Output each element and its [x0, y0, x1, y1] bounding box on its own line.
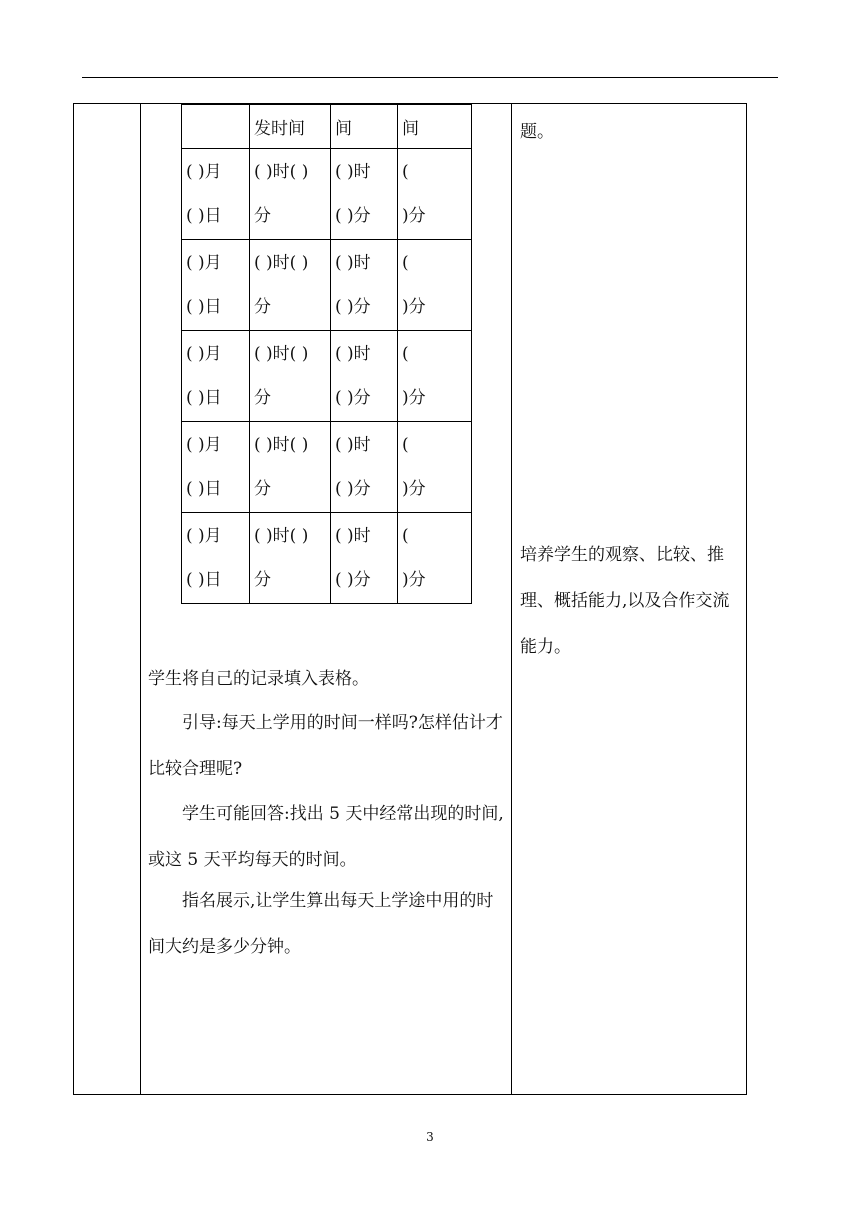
table-cell	[250, 240, 331, 331]
cell-line: ( )月	[186, 526, 222, 546]
table-header-row	[182, 105, 472, 149]
cell-line: ( )时	[335, 162, 371, 182]
cell-line: ( )月	[186, 253, 222, 273]
table-cell	[182, 422, 250, 513]
table-cell	[331, 240, 398, 331]
paragraph-guide: 引导:每天上学用的时间一样吗?怎样估计才比较合理呢?	[148, 713, 503, 779]
table-header-cell: 间	[398, 105, 472, 149]
table-row	[182, 331, 472, 422]
table-header-cell	[182, 105, 250, 149]
cell-line: ( )日	[186, 388, 222, 408]
cell-line: ( )时( )	[254, 162, 309, 182]
table-cell	[398, 422, 472, 513]
table-cell	[398, 149, 472, 240]
cell-line: ( )分	[335, 479, 371, 499]
cell-line: ( )时( )	[254, 435, 309, 455]
cell-line: ( )日	[186, 479, 222, 499]
table-cell	[398, 331, 472, 422]
cell-line: ( )时	[335, 526, 371, 546]
paragraph-student-answer: 学生可能回答:找出 5 天中经常出现的时间,或这 5 天平均每天的时间。	[148, 804, 504, 870]
design-purpose-text: 培养学生的观察、比较、推理、概括能力,以及合作交流能力。	[520, 545, 730, 657]
table-row	[182, 422, 472, 513]
table-row	[182, 513, 472, 604]
table-cell	[182, 331, 250, 422]
paragraph-fill-table: 学生将自己的记录填入表格。	[148, 669, 369, 689]
table-cell	[182, 513, 250, 604]
cell-line: (	[402, 526, 409, 546]
cell-line: ( )月	[186, 344, 222, 364]
table-cell	[331, 331, 398, 422]
cell-line: ( )时	[335, 435, 371, 455]
cell-line: )分	[402, 388, 426, 408]
table-row	[182, 149, 472, 240]
cell-line: ( )分	[335, 297, 371, 317]
cell-line: ( )时	[335, 253, 371, 273]
cell-line: 分	[254, 479, 271, 499]
right-column-top-text: 题。	[520, 122, 554, 142]
table-row	[182, 240, 472, 331]
table-cell	[331, 422, 398, 513]
cell-line: )分	[402, 479, 426, 499]
column-divider-1	[140, 103, 141, 1095]
table-cell	[250, 149, 331, 240]
cell-line: )分	[402, 570, 426, 590]
cell-line: ( )时( )	[254, 344, 309, 364]
table-header-cell: 间	[331, 105, 398, 149]
cell-line: (	[402, 435, 409, 455]
cell-line: ( )分	[335, 570, 371, 590]
cell-line: (	[402, 162, 409, 182]
cell-line: )分	[402, 297, 426, 317]
table-cell	[250, 422, 331, 513]
cell-line: ( )日	[186, 570, 222, 590]
column-divider-2	[511, 103, 512, 1095]
table-cell	[250, 331, 331, 422]
header-rule	[82, 77, 778, 78]
cell-line: ( )时	[335, 344, 371, 364]
paragraph-show: 指名展示,让学生算出每天上学途中用的时间大约是多少分钟。	[148, 891, 494, 957]
cell-line: )分	[402, 206, 426, 226]
table-cell	[250, 513, 331, 604]
table-header-cell: 发时间	[250, 105, 331, 149]
cell-line: 分	[254, 570, 271, 590]
cell-line: 分	[254, 388, 271, 408]
cell-line: ( )时( )	[254, 253, 309, 273]
table-cell	[331, 513, 398, 604]
time-record-table	[181, 104, 472, 604]
cell-line: ( )月	[186, 435, 222, 455]
cell-line: ( )月	[186, 162, 222, 182]
table-cell	[398, 240, 472, 331]
cell-line: ( )分	[335, 388, 371, 408]
page-number: 3	[426, 1130, 434, 1144]
cell-line: ( )时( )	[254, 526, 309, 546]
cell-line: ( )分	[335, 206, 371, 226]
cell-line: 分	[254, 206, 271, 226]
table-cell	[398, 513, 472, 604]
cell-line: ( )日	[186, 297, 222, 317]
cell-line: (	[402, 344, 409, 364]
cell-line: (	[402, 253, 409, 273]
table-cell	[182, 149, 250, 240]
table-cell	[182, 240, 250, 331]
cell-line: 分	[254, 297, 271, 317]
cell-line: ( )日	[186, 206, 222, 226]
table-cell	[331, 149, 398, 240]
